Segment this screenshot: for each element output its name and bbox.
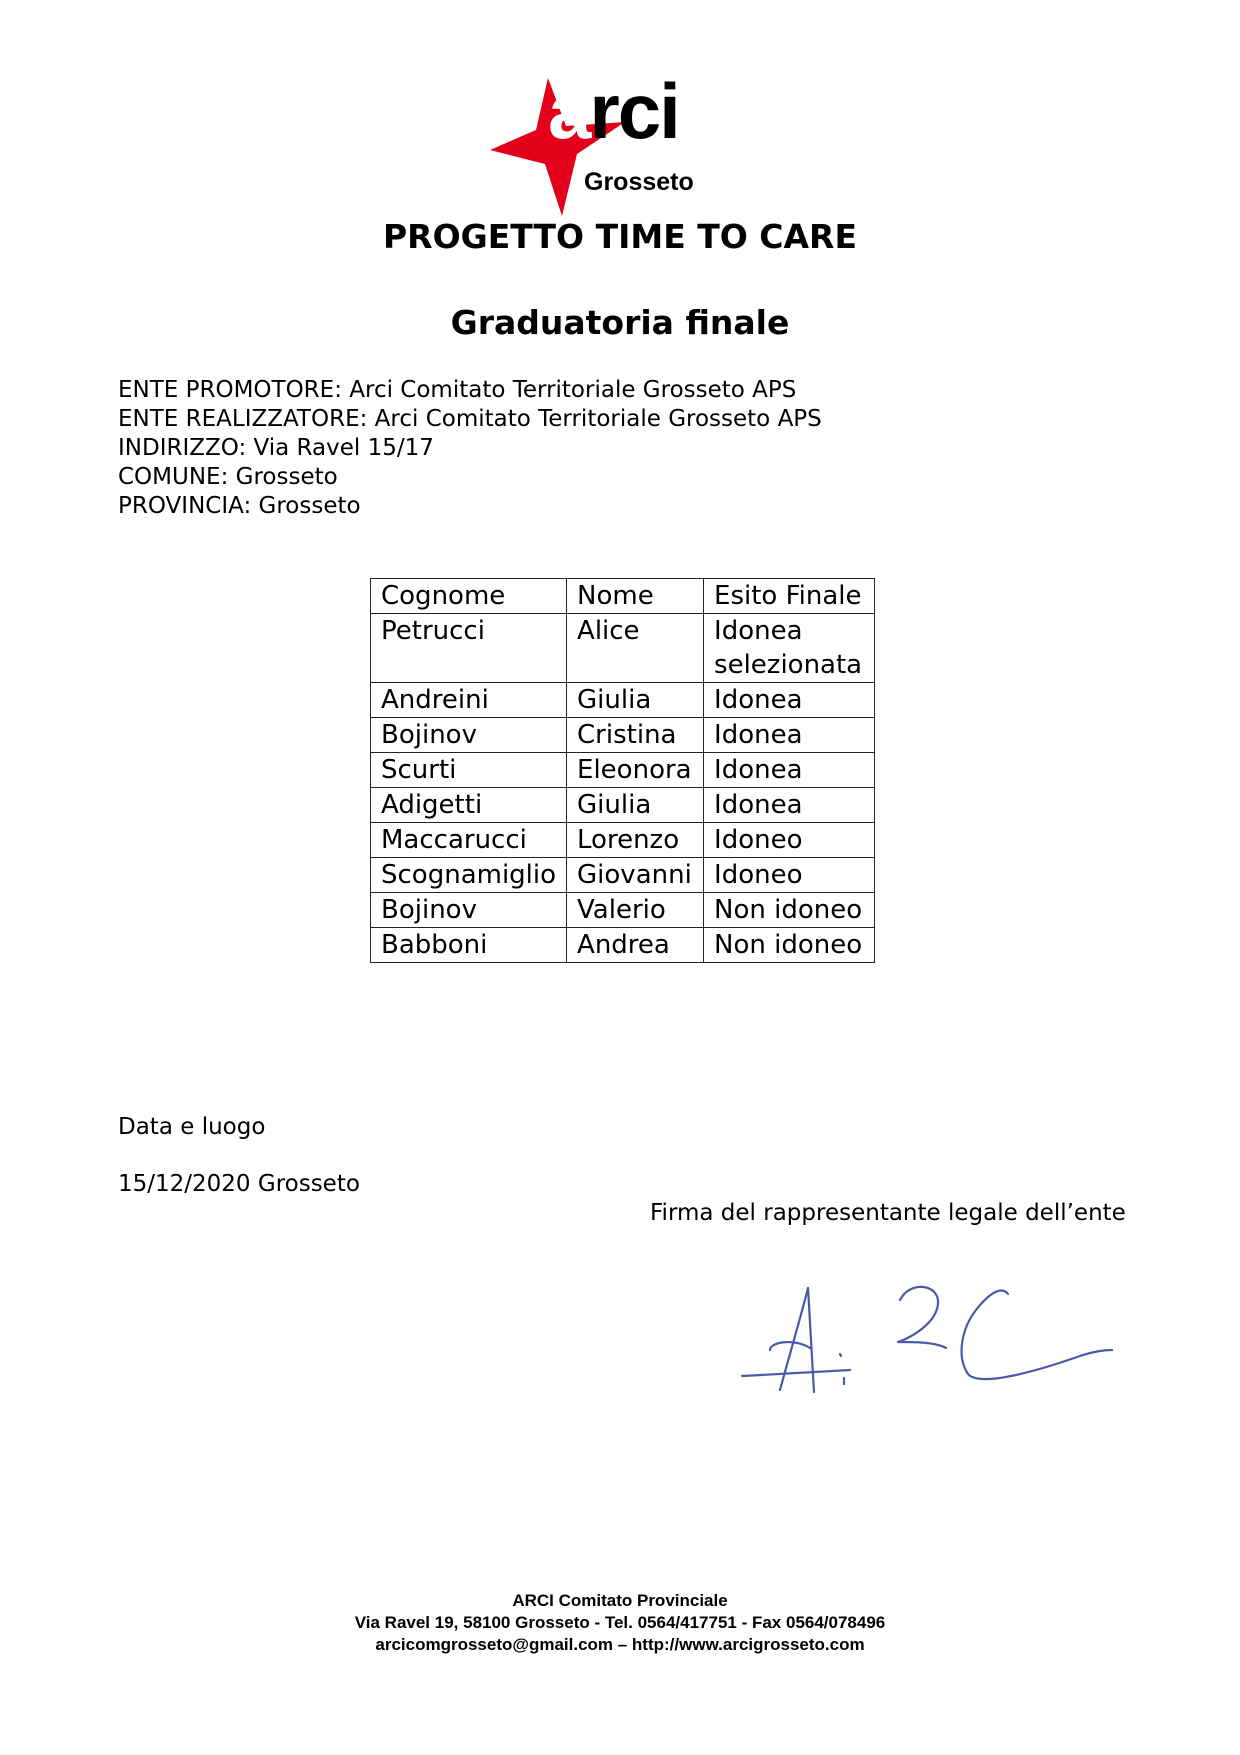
cell-esito: Idoneo [704,858,875,893]
column-header-nome: Nome [567,579,704,614]
footer-organization: ARCI Comitato Provinciale [512,1591,728,1610]
footer-address: Via Ravel 19, 58100 Grosseto - Tel. 0564/417751 - Fax 0564/078496 [354,1613,886,1632]
cell-cognome: Maccarucci [371,823,567,858]
date-place-value: 15/12/2020 Grosseto [118,1171,360,1197]
cell-nome: Andrea [567,928,704,963]
cell-esito: Idonea [704,753,875,788]
cell-esito: Non idoneo [704,928,875,963]
cell-cognome: Petrucci [371,614,567,683]
table-row [371,614,875,683]
logo-subtitle: Grosseto [584,168,694,196]
date-place-label: Data e luogo [118,1114,266,1140]
cell-cognome: Scognamiglio [371,858,567,893]
cell-nome: Eleonora [567,753,704,788]
logo-wordmark: arci [548,67,679,155]
column-header-esito: Esito Finale [704,579,875,614]
arci-logo [490,67,720,216]
footer [0,1590,1240,1656]
cell-cognome: Bojinov [371,893,567,928]
table-row [371,788,875,823]
page-subtitle: Graduatoria finale [450,303,790,342]
signature-label: Firma del rappresentante legale dell’ente [650,1200,1126,1226]
info-ente-promotore: ENTE PROMOTORE: Arci Comitato Territoriale Grosseto APS [118,377,797,403]
cell-nome: Lorenzo [567,823,704,858]
cell-esito: Non idoneo [704,893,875,928]
cell-cognome: Adigetti [371,788,567,823]
table-row [371,753,875,788]
cell-esito: Idoneo [704,823,875,858]
table-row [371,718,875,753]
cell-cognome: Bojinov [371,718,567,753]
cell-nome: Giulia [567,788,704,823]
entity-info [118,376,822,521]
cell-nome: Alice [567,614,704,683]
table-row [371,858,875,893]
cell-esito: Idonea [704,718,875,753]
cell-esito: Idonea [704,683,875,718]
footer-contacts: arcicomgrosseto@gmail.com – http://www.arcigrosseto.com [375,1635,865,1654]
page-title: PROGETTO TIME TO CARE [382,217,858,256]
info-comune: COMUNE: Grosseto [118,464,338,490]
cell-nome: Giulia [567,683,704,718]
cell-cognome: Scurti [371,753,567,788]
cell-cognome: Andreini [371,683,567,718]
table-header-row [371,579,875,614]
table-row [371,893,875,928]
table-row [371,683,875,718]
column-header-cognome: Cognome [371,579,567,614]
cell-cognome: Babboni [371,928,567,963]
info-provincia: PROVINCIA: Grosseto [118,493,361,519]
cell-esito: Idonea [704,788,875,823]
ranking-table [370,578,875,963]
cell-esito: Idonea selezionata [704,614,875,683]
handwritten-signature [740,1280,1120,1400]
info-ente-realizzatore: ENTE REALIZZATORE: Arci Comitato Territoriale Grosseto APS [118,406,822,432]
info-indirizzo: INDIRIZZO: Via Ravel 15/17 [118,435,434,461]
table-row [371,823,875,858]
cell-nome: Giovanni [567,858,704,893]
cell-nome: Valerio [567,893,704,928]
cell-nome: Cristina [567,718,704,753]
table-row [371,928,875,963]
